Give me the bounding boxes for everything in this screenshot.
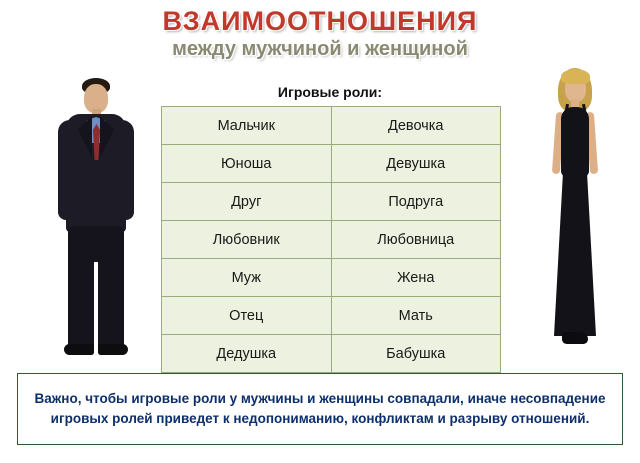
female-role-cell: Любовница [331,221,501,259]
table-caption: Игровые роли: [277,84,383,100]
roles-table-body [162,107,501,373]
male-role-cell: Дедушка [162,335,332,373]
woman-dress-skirt [554,168,596,336]
man-leg-gap [94,262,98,348]
male-role-cell: Муж [162,259,332,297]
female-role-cell: Бабушка [331,335,501,373]
male-role-cell: Любовник [162,221,332,259]
table-row [162,107,501,145]
table-row [162,145,501,183]
male-role-cell: Отец [162,297,332,335]
page-title: ВЗАИМООТНОШЕНИЯ [162,6,478,36]
man-right-shoe [98,344,128,355]
male-role-cell: Друг [162,183,332,221]
woman-in-black-dress-illustration [522,64,626,370]
woman-hair-top [561,69,590,84]
female-role-cell: Девочка [331,107,501,145]
female-role-cell: Мать [331,297,501,335]
summary-note-text: Важно, чтобы игровые роли у мужчины и женщины совпадали, иначе несовпадение игровых ролей приведет к недопониманию, конфликтам и разрыву отношений. [34,391,606,426]
female-role-cell: Подруга [331,183,501,221]
table-row [162,221,501,259]
summary-note-box [17,373,623,445]
woman-shoes [562,332,588,344]
female-role-cell: Жена [331,259,501,297]
man-in-suit-illustration [40,76,152,366]
table-row [162,335,501,373]
table-row [162,183,501,221]
table-row [162,297,501,335]
roles-table [161,106,501,373]
table-row [162,259,501,297]
male-role-cell: Юноша [162,145,332,183]
man-left-shoe [64,344,94,355]
male-role-cell: Мальчик [162,107,332,145]
woman-dress-top [561,107,589,177]
page-subtitle: между мужчиной и женщиной [172,38,468,60]
female-role-cell: Девушка [331,145,501,183]
title-block [0,6,640,61]
